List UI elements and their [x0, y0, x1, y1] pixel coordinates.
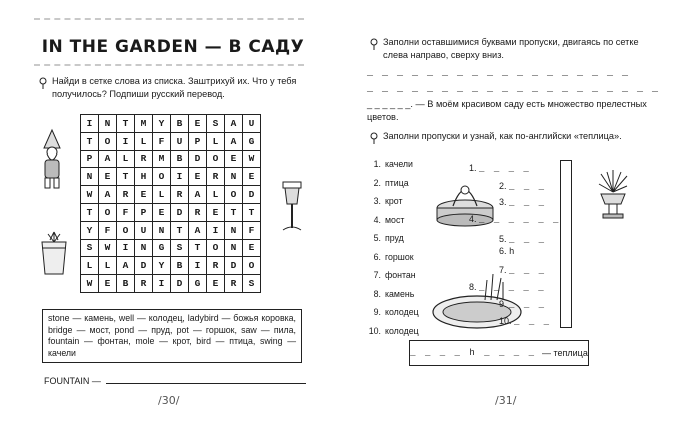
grid-cell[interactable]: E [207, 203, 225, 221]
grid-cell[interactable]: S [243, 275, 261, 293]
grid-cell[interactable]: S [81, 239, 99, 257]
grid-row [81, 221, 261, 239]
grid-row [81, 132, 261, 150]
word-list-item [367, 215, 419, 234]
flower-pot-illustration [36, 228, 72, 278]
grid-cell[interactable]: O [207, 150, 225, 168]
crossword-row[interactable] [499, 246, 516, 264]
grid-cell[interactable]: I [153, 275, 171, 293]
crossword-row-number: 9. [499, 299, 507, 309]
grid-cell[interactable]: B [171, 150, 189, 168]
word-list-item [367, 159, 419, 178]
grid-cell[interactable]: M [135, 115, 153, 133]
word-list-item [367, 307, 419, 326]
page-title: IN THE GARDEN — В САДУ [41, 37, 305, 57]
crossword-row-blanks[interactable]: _ _ _ _ _ _ [479, 215, 561, 225]
grid-cell[interactable]: P [189, 132, 207, 150]
grid-cell[interactable]: F [117, 203, 135, 221]
crossword-row[interactable] [499, 265, 546, 283]
grid-cell[interactable]: I [171, 168, 189, 186]
crossword-row-blanks[interactable]: h [509, 247, 517, 257]
grid-cell[interactable]: F [153, 132, 171, 150]
grid-cell[interactable]: Y [153, 115, 171, 133]
word-text: колодец [385, 325, 419, 336]
grid-cell[interactable]: N [225, 239, 243, 257]
page-number-left-value: 30 [161, 394, 176, 407]
grid-cell[interactable]: Y [81, 221, 99, 239]
grid-cell[interactable]: N [135, 239, 153, 257]
grid-cell[interactable]: A [117, 257, 135, 275]
grid-row [81, 168, 261, 186]
word-text: птица [385, 177, 409, 188]
greenhouse-answer-box[interactable] [409, 340, 589, 366]
crossword-row-blanks[interactable]: _ _ _ [509, 198, 547, 208]
blank-line-1[interactable]: _ _ _ _ _ _ _ _ _ _ _ _ _ _ _ _ _ _ [367, 68, 630, 79]
crossword-row-number: 1. [469, 163, 477, 173]
grid-cell[interactable]: A [225, 115, 243, 133]
crossword-row-blanks[interactable]: _ _ _ [509, 300, 547, 310]
crossword-row[interactable] [499, 197, 546, 215]
grid-cell[interactable]: S [171, 239, 189, 257]
grid-cell[interactable]: M [153, 150, 171, 168]
instruction-text: Найди в сетке слова из списка. Заштрихуй их. Что у тебя получилось? Подпиши русский перевод. [52, 76, 297, 99]
grid-cell[interactable]: L [153, 186, 171, 204]
grid-cell[interactable]: R [117, 186, 135, 204]
grid-row [81, 257, 261, 275]
grid-cell[interactable]: W [99, 239, 117, 257]
page-number-left: /30/ [158, 394, 180, 407]
grid-cell[interactable]: G [153, 239, 171, 257]
grid-cell[interactable]: F [99, 221, 117, 239]
grid-cell[interactable]: A [99, 150, 117, 168]
word-text: горшок [385, 251, 414, 262]
right-page [337, 0, 674, 444]
word-number: 8. [373, 288, 381, 299]
word-list-item [367, 270, 419, 289]
instruction-greenhouse: Заполни пропуски и узнай, как по-английски «теплица». [383, 131, 622, 141]
crossword-row-number: 2. [499, 181, 507, 191]
grid-cell[interactable]: I [189, 257, 207, 275]
crossword-row-number: 10. [499, 316, 512, 326]
grid-cell[interactable]: B [171, 115, 189, 133]
word-number: 4. [373, 214, 381, 225]
crossword-row-blanks[interactable]: _ _ _ [514, 317, 552, 327]
grid-cell[interactable]: A [189, 221, 207, 239]
grid-cell[interactable]: I [117, 132, 135, 150]
grid-cell[interactable]: A [225, 132, 243, 150]
grid-cell[interactable]: T [189, 239, 207, 257]
grid-cell[interactable]: N [225, 168, 243, 186]
blank-line-2[interactable]: _ _ _ _ _ _ _ _ _ _ _ _ _ _ _ _ _ _ _ _ [367, 84, 660, 95]
grid-cell[interactable]: B [171, 257, 189, 275]
crossword-row-number: 3. [499, 197, 507, 207]
grid-cell[interactable]: R [207, 168, 225, 186]
word-list-item [367, 289, 419, 308]
crossword-row-blanks[interactable]: _ _ _ [509, 182, 547, 192]
pushpin-icon [369, 132, 379, 144]
grid-cell[interactable]: T [243, 203, 261, 221]
crossword-row-number: 7. [499, 265, 507, 275]
grid-cell[interactable]: B [117, 275, 135, 293]
word-search-grid [80, 114, 261, 293]
grid-cell[interactable]: R [189, 203, 207, 221]
grid-cell[interactable]: N [225, 221, 243, 239]
grid-cell[interactable]: A [189, 186, 207, 204]
word-text: фонтан [385, 270, 416, 280]
keyword-column [560, 160, 572, 328]
grid-cell[interactable]: I [207, 221, 225, 239]
crossword-row-blanks[interactable]: _ _ _ _ [479, 164, 531, 174]
word-text: крот [385, 196, 403, 206]
grid-cell[interactable]: T [117, 115, 135, 133]
word-number: 2. [373, 177, 381, 188]
grid-cell[interactable]: L [117, 150, 135, 168]
greenhouse-answer-blanks[interactable]: _ _ _ _ h _ _ _ _ [410, 348, 536, 358]
word-text: пруд [385, 233, 404, 243]
grid-cell[interactable]: T [225, 203, 243, 221]
grid-cell[interactable]: D [243, 186, 261, 204]
grid-cell[interactable]: E [99, 275, 117, 293]
word-list-item [367, 252, 419, 271]
word-list-item [367, 178, 419, 197]
crossword-row-blanks[interactable]: _ _ _ [509, 235, 547, 245]
grid-row [81, 186, 261, 204]
grid-cell[interactable]: W [243, 150, 261, 168]
grid-cell[interactable]: R [135, 150, 153, 168]
gnome-illustration [36, 128, 68, 192]
crossword-row-blanks[interactable]: _ _ _ _ _ [479, 283, 546, 293]
crossword-row-number: 5. [499, 234, 507, 244]
page-number-right: /31/ [495, 394, 517, 407]
grid-cell[interactable]: R [225, 275, 243, 293]
word-number: 7. [373, 270, 381, 280]
grid-cell[interactable]: L [81, 257, 99, 275]
crossword-row[interactable] [499, 316, 551, 334]
grid-cell[interactable]: S [207, 115, 225, 133]
decorative-dashes-top [34, 18, 304, 22]
page-number-right-value: 31 [498, 394, 513, 407]
vocabulary-box: stone — камень, well — колодец, ladybird — божья коровка, bridge — мост, pond — пруд, pot — горшок, saw — пила, fountain — фонтан, mole — крот, bird — птица, swing — качели [42, 309, 302, 363]
crossword-row-blanks[interactable]: _ _ _ [509, 266, 547, 276]
grid-row [81, 115, 261, 133]
crossword-row-number: 8. [469, 282, 477, 292]
grid-cell[interactable]: R [135, 275, 153, 293]
grid-cell[interactable]: N [81, 168, 99, 186]
grid-cell[interactable]: R [207, 257, 225, 275]
word-list-item [367, 196, 419, 215]
grid-cell[interactable]: G [189, 275, 207, 293]
grid-cell[interactable]: L [207, 132, 225, 150]
grid-cell[interactable]: D [189, 150, 207, 168]
pushpin-icon [38, 77, 48, 89]
grid-cell[interactable]: D [135, 257, 153, 275]
grid-cell[interactable]: D [171, 203, 189, 221]
grid-cell[interactable]: O [153, 168, 171, 186]
grid-cell[interactable]: O [99, 132, 117, 150]
word-number: 1. [373, 159, 381, 169]
grid-row [81, 203, 261, 221]
word-number: 6. [373, 251, 381, 262]
grid-cell[interactable]: E [243, 239, 261, 257]
grid-cell[interactable]: E [99, 168, 117, 186]
grid-cell[interactable]: I [117, 239, 135, 257]
grid-row [81, 275, 261, 293]
word-list-item [367, 233, 419, 252]
grid-cell[interactable]: D [171, 275, 189, 293]
word-text: камень [385, 288, 415, 299]
word-text: качели [385, 159, 413, 169]
fountain-answer-line[interactable] [106, 383, 306, 384]
grid-cell[interactable]: F [243, 221, 261, 239]
grid-cell[interactable]: G [243, 132, 261, 150]
grid-cell[interactable]: E [153, 203, 171, 221]
crossword-row-number: 6. [499, 246, 507, 256]
grid-cell[interactable]: O [117, 221, 135, 239]
grid-cell[interactable]: O [243, 257, 261, 275]
crossword-row[interactable] [499, 299, 546, 317]
grid-cell[interactable]: E [189, 168, 207, 186]
word-text: колодец [385, 307, 419, 317]
grid-cell[interactable]: P [81, 150, 99, 168]
grid-cell[interactable]: U [243, 115, 261, 133]
word-list [367, 159, 419, 344]
grid-cell[interactable]: N [153, 221, 171, 239]
grid-cell[interactable]: E [225, 150, 243, 168]
grid-cell[interactable]: O [99, 203, 117, 221]
word-number: 3. [373, 196, 381, 206]
crossword-row[interactable] [469, 282, 546, 300]
grid-row [81, 239, 261, 257]
grid-cell[interactable]: U [135, 221, 153, 239]
word-text: мост [385, 214, 405, 225]
grid-cell[interactable]: I [81, 115, 99, 133]
grid-cell[interactable]: O [225, 186, 243, 204]
grid-cell[interactable]: D [225, 257, 243, 275]
grid-cell[interactable]: A [99, 186, 117, 204]
crossword-row[interactable] [469, 163, 531, 181]
grid-cell[interactable]: L [135, 132, 153, 150]
word-number: 5. [373, 233, 381, 243]
word-number: 9. [373, 307, 381, 317]
grid-cell[interactable]: E [243, 168, 261, 186]
grid-cell[interactable]: W [81, 186, 99, 204]
decorative-dashes-bottom [34, 64, 304, 68]
pushpin-icon [369, 38, 379, 50]
instruction-fill-blanks: Заполни оставшимися буквами пропуски, двигаясь по сетке слева направо, сверху вниз. [383, 37, 639, 60]
grid-cell[interactable]: T [117, 168, 135, 186]
fill-sentence: _ _ _ _ _ _. — В моём красивом саду есть множество прелестных цветов. [367, 99, 647, 122]
grid-cell[interactable]: T [81, 132, 99, 150]
grid-cell[interactable]: R [171, 186, 189, 204]
fountain-answer-label: FOUNTAIN — [44, 376, 101, 386]
grid-cell[interactable]: O [207, 239, 225, 257]
grid-cell[interactable]: U [171, 132, 189, 150]
grid-cell[interactable]: W [81, 275, 99, 293]
grid-cell[interactable]: L [99, 257, 117, 275]
crossword-row-number: 4. [469, 214, 477, 224]
potted-plant-illustration [595, 170, 631, 224]
grid-cell[interactable]: P [135, 203, 153, 221]
grid-cell[interactable]: L [207, 186, 225, 204]
word-number: 10. [368, 325, 381, 336]
grid-cell[interactable]: E [189, 115, 207, 133]
lantern-illustration [277, 180, 307, 236]
grid-cell[interactable]: Y [153, 257, 171, 275]
greenhouse-answer-word: — теплица [541, 348, 588, 358]
crossword-row[interactable] [469, 214, 560, 232]
grid-cell[interactable]: E [207, 275, 225, 293]
grid-cell[interactable]: H [135, 168, 153, 186]
grid-cell[interactable]: E [135, 186, 153, 204]
grid-row [81, 150, 261, 168]
grid-cell[interactable]: T [171, 221, 189, 239]
grid-cell[interactable]: T [81, 203, 99, 221]
grid-cell[interactable]: N [99, 115, 117, 133]
